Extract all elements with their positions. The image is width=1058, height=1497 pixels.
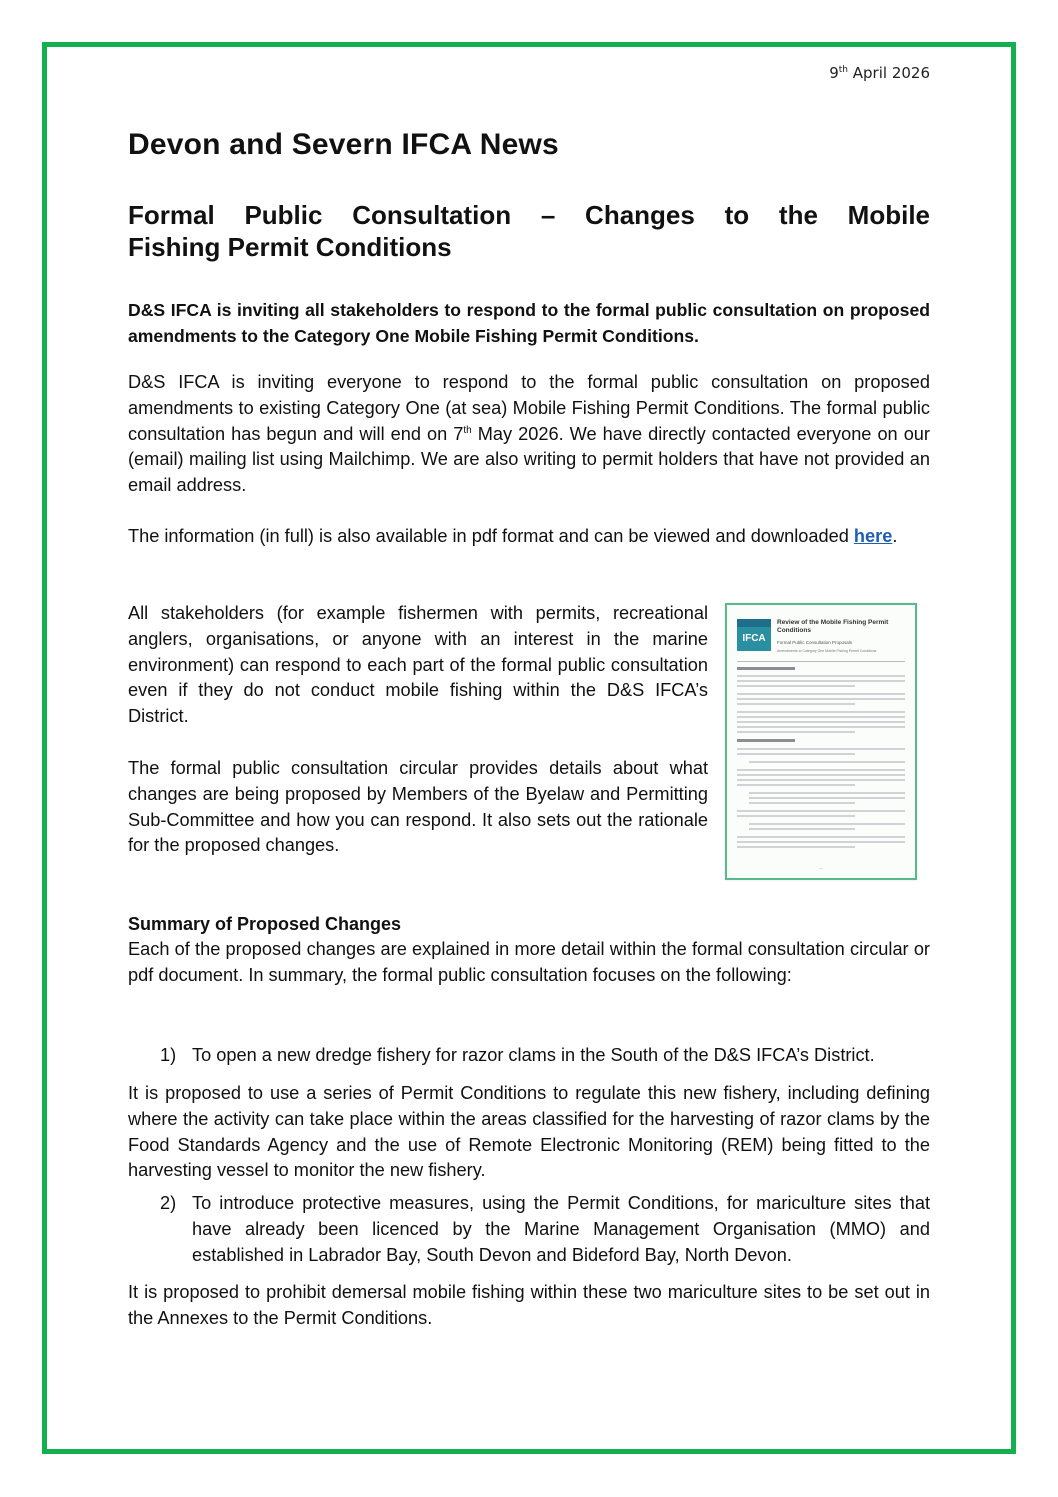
list-item-text: To introduce protective measures, using the Permit Conditions, for mariculture sites that have already been licenced by the Marine Management Organisation (MMO) and established in Labrador Bay, South Devon and Bideford Bay, North Devon. — [192, 1193, 930, 1265]
thumbnail-divider — [737, 661, 905, 662]
thumbnail-text-line — [737, 698, 905, 700]
thumbnail-text-line — [737, 841, 905, 843]
thumbnail-text-line — [737, 784, 855, 786]
page-title: Devon and Severn IFCA News — [128, 128, 559, 161]
intro-lead: D&S IFCA is inviting all stakeholders to respond to the formal public consultation on proposed amendments to the Category One Mobile Fishing Permit Conditions. — [128, 300, 930, 346]
para1-sup: th — [463, 424, 472, 436]
thumbnail-text-line — [737, 726, 905, 728]
thumbnail-text-line — [737, 753, 855, 755]
thumbnail-text-line — [737, 846, 855, 848]
article-title — [128, 199, 930, 263]
list-item-text: To open a new dredge fishery for razor clams in the South of the D&S IFCA’s District. — [192, 1045, 875, 1065]
ifca-logo-icon: IFCA — [737, 619, 771, 651]
summary-item-1-explanation: It is proposed to use a series of Permit Conditions to regulate this new fishery, including defining where the activity can take place within the areas classified for the harvesting of razor clams by the Food Standards Agency and the use of Remote Electronic Monitoring (REM) being fitted to the harvesting vessel to monitor the new fishery. — [128, 1083, 930, 1181]
date-day: 9 — [829, 64, 839, 82]
thumbnail-text-line — [737, 693, 905, 695]
paragraph-circular: The formal public consultation circular provides details about what changes are being proposed by Members of the Byelaw and Permitting Sub-Committee and how you can respond. It also sets out the rationale for the proposed changes. — [128, 758, 708, 856]
publication-date — [829, 64, 930, 82]
summary-intro: Each of the proposed changes are explained in more detail within the formal consultation circular or pdf document. In summary, the formal public consultation focuses on the following: — [128, 939, 930, 985]
consultation-document-thumbnail[interactable] — [725, 603, 917, 880]
thumbnail-title: Review of the Mobile Fishing Permit Conditions — [777, 619, 889, 634]
thumbnail-subtitle: Formal Public Consultation Proposals — [777, 640, 853, 645]
para1-text-a: D&S IFCA is inviting everyone to respond to the formal public consultation on proposed amendments to existing Category One (at sea) Mobile Fishing Permit Conditions. The formal public consultation has begun and will end on 7 — [128, 372, 930, 444]
thumbnail-text-line — [737, 779, 905, 781]
thumbnail-text-line — [737, 675, 905, 677]
thumbnail-text-line — [737, 703, 855, 705]
thumbnail-text-line — [737, 774, 905, 776]
list-number: 1) — [160, 1045, 177, 1065]
summary-item-2 — [160, 1191, 930, 1268]
thumbnail-text-line — [737, 810, 905, 812]
thumbnail-footer: — — [819, 865, 823, 870]
thumbnail-text-line — [737, 731, 855, 733]
thumbnail-text-line — [749, 792, 905, 794]
thumbnail-text-line — [749, 823, 905, 825]
date-month-year: April 2026 — [848, 64, 930, 82]
thumbnail-text-line — [737, 711, 905, 713]
thumbnail-text-line — [749, 761, 905, 763]
summary-item-2-explanation: It is proposed to prohibit demersal mobile fishing within these two mariculture sites to be set out in the Annexes to the Permit Conditions. — [128, 1282, 930, 1328]
paragraph-consultation-details — [128, 370, 930, 499]
summary-heading: Summary of Proposed Changes — [128, 914, 402, 934]
thumbnail-text-line — [749, 797, 905, 799]
list-number: 2) — [160, 1193, 177, 1213]
here-link[interactable]: here — [853, 526, 893, 546]
thumbnail-heading-line — [737, 739, 795, 742]
para2-period: . — [892, 526, 898, 546]
para1-text-b: May 2026. We have directly contacted everyone on our (email) mailing list using Mailchimp. We are also writing to permit holders that have not provided an email address. — [128, 423, 930, 496]
date-suffix: th — [838, 65, 848, 75]
thumbnail-heading-line — [737, 667, 795, 670]
thumbnail-text-line — [737, 721, 905, 723]
thumbnail-subtitle-2: Amendments to Category One Mobile Fishing Permit Conditions — [777, 649, 877, 653]
paragraph-stakeholders: All stakeholders (for example fishermen with permits, recreational anglers, organisations, or anyone with an interest in the marine environment) can respond to each part of the formal public consultation even if they do not conduct mobile fishing within the D&S IFCA’s District. — [128, 603, 708, 727]
thumbnail-text-line — [737, 748, 905, 750]
summary-item-1 — [160, 1043, 930, 1069]
thumbnail-text-line — [737, 769, 905, 771]
thumbnail-text-line — [737, 815, 855, 817]
thumbnail-text-line — [737, 836, 905, 838]
thumbnail-text-line — [737, 716, 905, 718]
thumbnail-text-line — [749, 802, 855, 804]
thumbnail-text-line — [737, 685, 855, 687]
thumbnail-text-line — [749, 828, 855, 830]
paragraph-pdf-info — [128, 524, 930, 550]
article-title-line2: Fishing Permit Conditions — [128, 232, 452, 262]
article-title-line1: Formal Public Consultation – Changes to the Mobile — [128, 200, 930, 230]
para2-text: The information (in full) is also available in pdf format and can be viewed and downloaded — [128, 526, 854, 546]
thumbnail-text-line — [737, 680, 905, 682]
